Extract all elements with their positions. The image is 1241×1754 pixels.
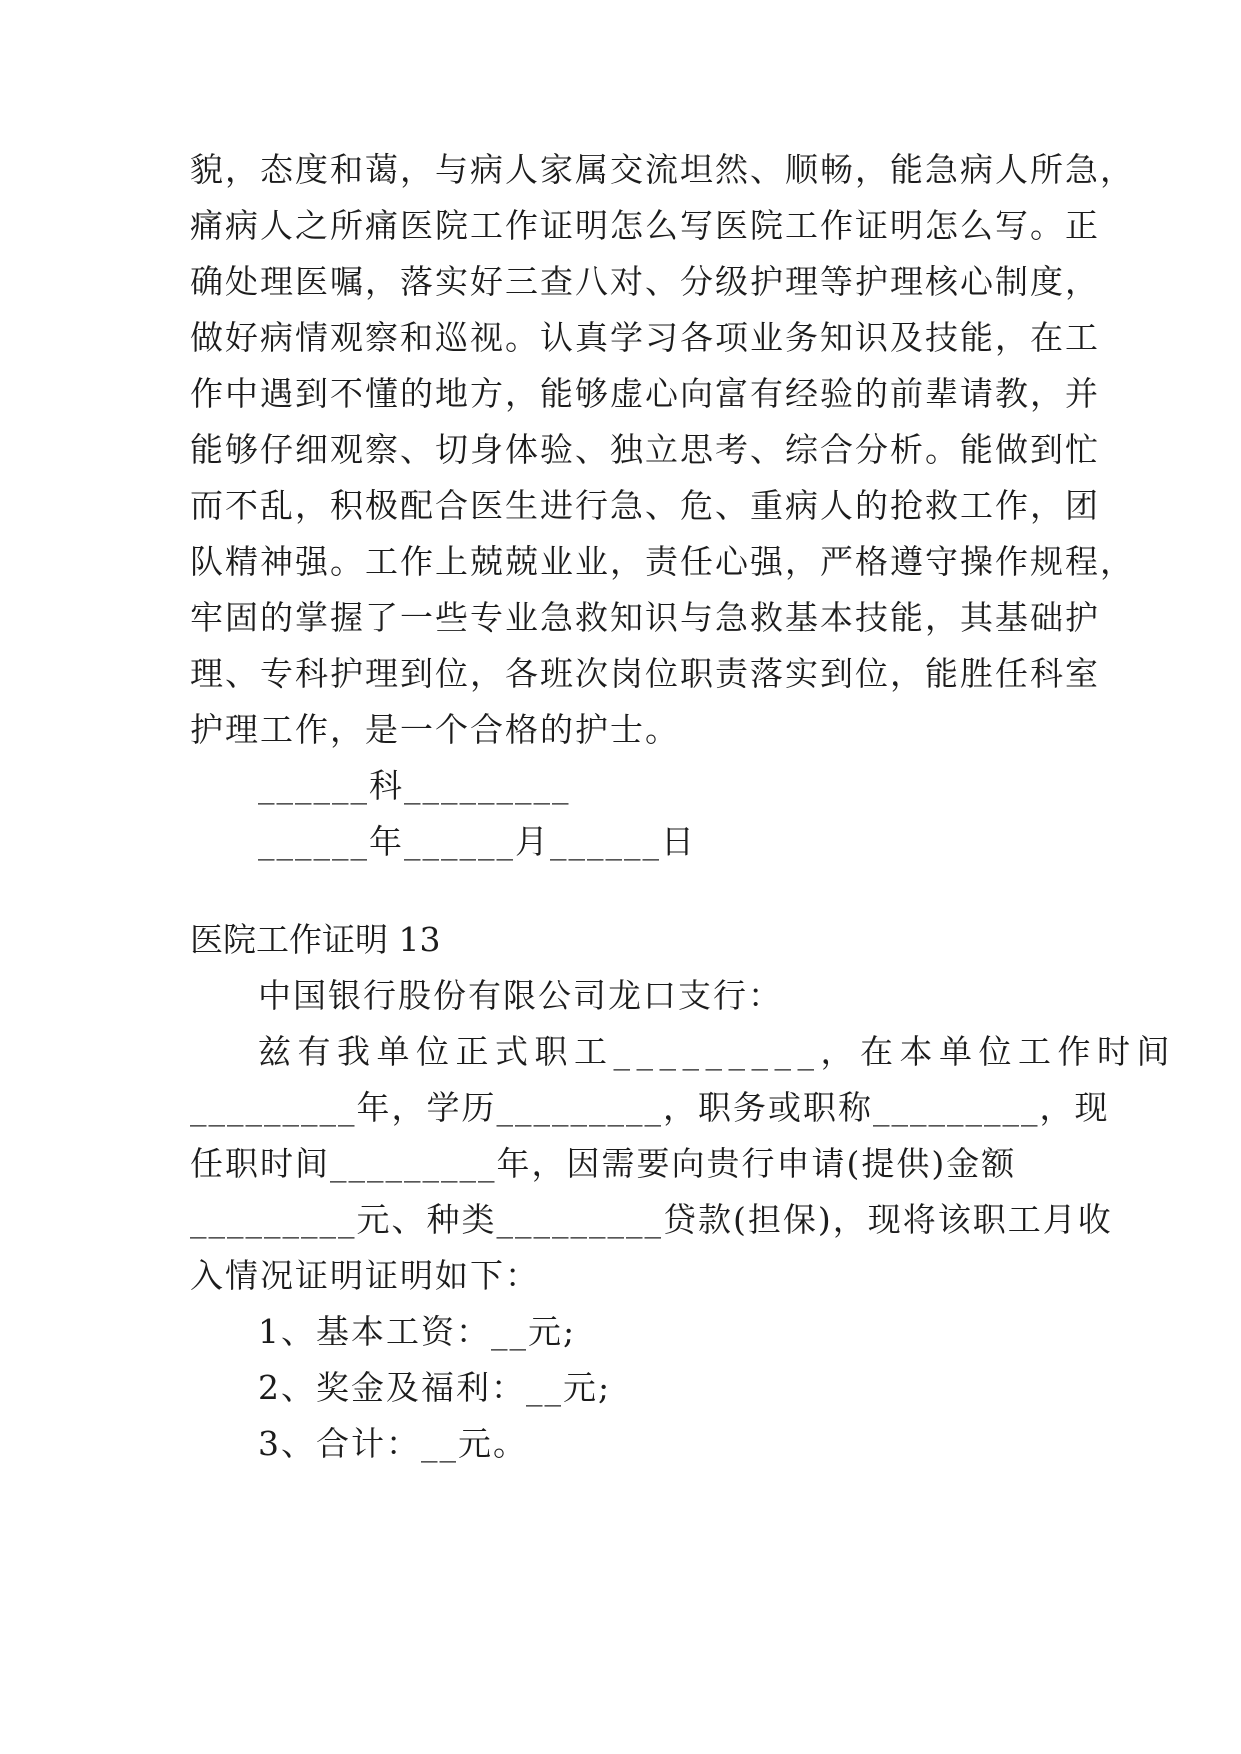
signature-department: ______科_________ <box>258 766 571 805</box>
paragraph-line: 护理工作，是一个合格的护士。 <box>190 710 680 749</box>
paragraph-line: 做好病情观察和巡视。认真学习各项业务知识及技能，在工 <box>190 318 1100 357</box>
paragraph-line: 能够仔细观察、切身体验、独立思考、综合分析。能做到忙 <box>190 430 1100 469</box>
paragraph-line: 貌，态度和蔼，与病人家属交流坦然、顺畅，能急病人所急， <box>190 150 1135 189</box>
section-title: 医院工作证明 13 <box>190 920 441 959</box>
paragraph-line: _________元、种类_________贷款(担保)，现将该职工月收 <box>190 1200 1113 1239</box>
paragraph-line: 确处理医嘱，落实好三查八对、分级护理等护理核心制度， <box>190 262 1100 301</box>
signature-date: ______年______月______日 <box>258 822 696 861</box>
paragraph-line: 痛病人之所痛医院工作证明怎么写医院工作证明怎么写。正 <box>190 206 1100 245</box>
addressee: 中国银行股份有限公司龙口支行： <box>258 976 783 1015</box>
paragraph-line: 入情况证明证明如下： <box>190 1256 540 1295</box>
paragraph-line: 兹有我单位正式职工_________，在本单位工作时间 <box>258 1032 1176 1071</box>
paragraph-line: 理、专科护理到位，各班次岗位职责落实到位，能胜任科室 <box>190 654 1100 693</box>
paragraph-line: 队精神强。工作上兢兢业业，责任心强，严格遵守操作规程， <box>190 542 1135 581</box>
paragraph-line: 牢固的掌握了一些专业急救知识与急救基本技能，其基础护 <box>190 598 1100 637</box>
paragraph-line: _________年，学历_________，职务或职称_________，现 <box>190 1088 1110 1127</box>
paragraph-line: 任职时间_________年，因需要向贵行申请(提供)金额 <box>190 1144 1017 1183</box>
paragraph-line: 而不乱，积极配合医生进行急、危、重病人的抢救工作，团 <box>190 486 1100 525</box>
paragraph-line: 作中遇到不懂的地方，能够虚心向富有经验的前辈请教，并 <box>190 374 1100 413</box>
income-item: 1、基本工资：__元; <box>258 1312 577 1351</box>
income-item: 3、合计：__元。 <box>258 1424 528 1463</box>
income-item: 2、奖金及福利：__元; <box>258 1368 612 1407</box>
